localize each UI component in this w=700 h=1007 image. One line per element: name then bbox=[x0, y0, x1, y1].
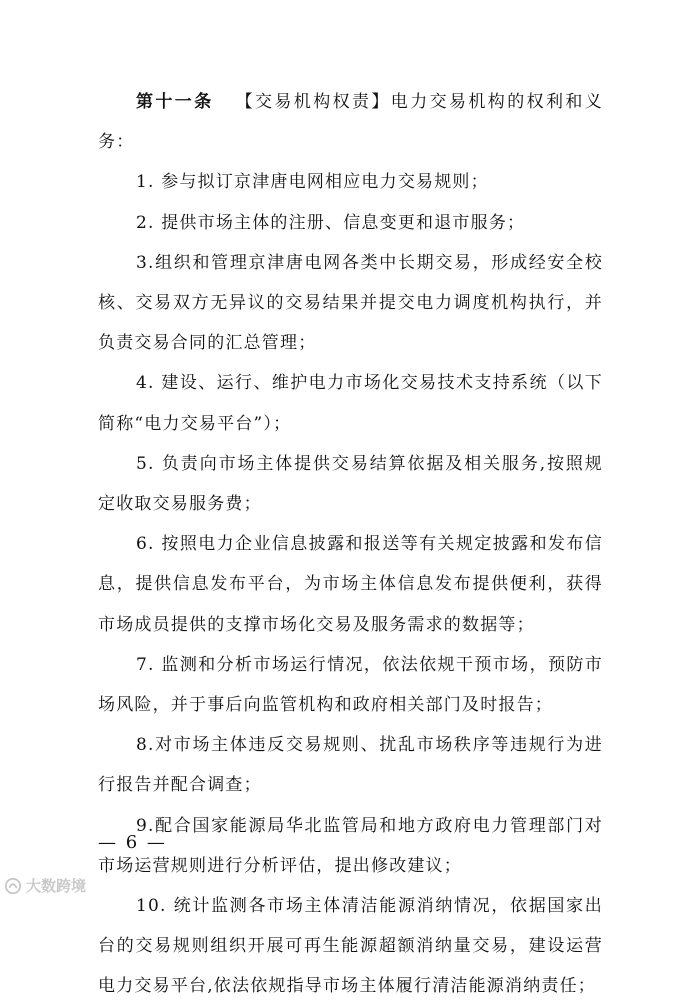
list-item: 1. 参与拟订京津唐电网相应电力交易规则； bbox=[136, 172, 489, 193]
article-heading: 【交易机构权责】电力交易机构的权利和义务： bbox=[98, 92, 603, 153]
article-heading-paragraph bbox=[98, 82, 603, 162]
watermark-logo-icon bbox=[4, 877, 22, 895]
list-item: 6. 按照电力企业信息披露和报送等有关规定披露和发布信息，提供信息发布平台，为市场主体信息发布提供便利，获得市场成员提供的支撑市场化交易及服务需求的数据等； bbox=[98, 534, 603, 635]
document-body bbox=[98, 82, 603, 1007]
page-number: — 6 — bbox=[98, 832, 167, 853]
list-item: 9.配合国家能源局华北监管局和地方政府电力管理部门对市场运营规则进行分析评估，提出修改建议； bbox=[98, 815, 603, 876]
watermark bbox=[4, 875, 86, 896]
list-item: 10. 统计监测各市场主体清洁能源消纳情况，依据国家出台的交易规则组织开展可再生能源超额消纳量交易，建设运营电力交易平台,依法依规指导市场主体履行清洁能源消纳责任； bbox=[98, 896, 603, 997]
article-number: 第十一条 bbox=[136, 92, 214, 112]
list-item: 5. 负责向市场主体提供交易结算依据及相关服务,按照规定收取交易服务费； bbox=[98, 453, 603, 515]
watermark-text: 大数跨境 bbox=[26, 877, 87, 895]
list-item: 4. 建设、运行、维护电力市场化交易技术支持系统（以下简称“电力交易平台”）； bbox=[98, 373, 603, 434]
list-item: 8.对市场主体违反交易规则、扰乱市场秩序等违规行为进行报告并配合调查； bbox=[98, 735, 603, 796]
list-item: 3.组织和管理京津唐电网各类中长期交易，形成经安全校核、交易双方无异议的交易结果并提交电力调度机构执行，并负责交易合同的汇总管理； bbox=[98, 252, 603, 354]
list-item: 7. 监测和分析市场运行情况，依法依规干预市场，预防市场风险，并于事后向监管机构和政府相关部门及时报告； bbox=[98, 654, 603, 716]
list-item: 2. 提供市场主体的注册、信息变更和退市服务； bbox=[136, 212, 526, 233]
